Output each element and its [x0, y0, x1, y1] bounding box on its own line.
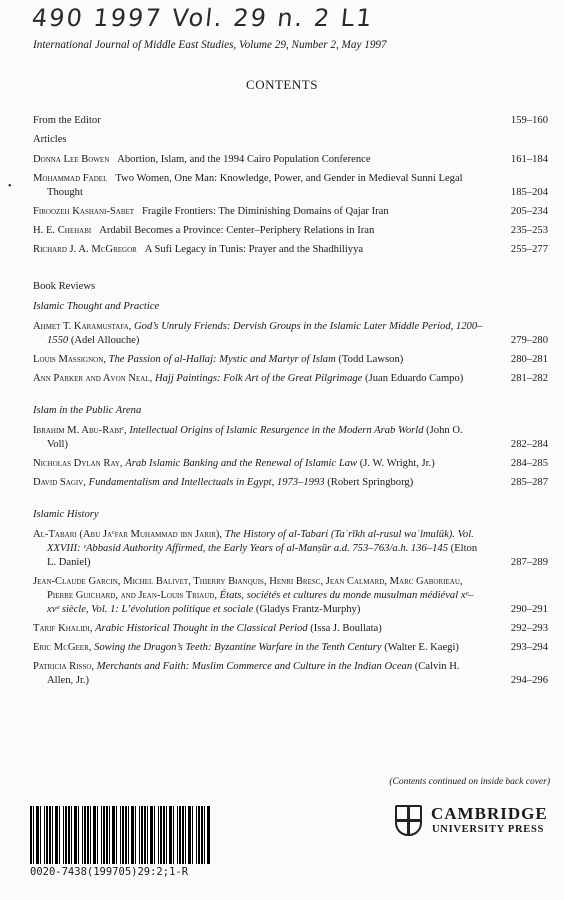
- handwritten-shelf-note: 490 1997 Vol. 29 n. 2 L1: [30, 4, 375, 32]
- book-reviews-list: [33, 300, 548, 688]
- toc-entry-review[interactable]: [33, 353, 548, 367]
- toc-entry-text: [33, 641, 496, 655]
- toc-entry-review[interactable]: [33, 457, 548, 471]
- review-book-title: God’s Unruly Friends: Dervish Groups in the Islamic Later Middle Period, 1200–1550: [47, 321, 483, 346]
- articles-list: [33, 153, 548, 257]
- barcode-block: [30, 806, 210, 878]
- toc-entry-label: From the Editor: [33, 115, 101, 126]
- article-author: Firoozeh Kashani-Sabet: [33, 206, 135, 217]
- toc-entry-pages: 279–280: [510, 335, 548, 346]
- toc-entry-pages: 285–287: [510, 477, 548, 488]
- toc-entry-text: [33, 353, 496, 367]
- toc-entry-text: [33, 528, 496, 570]
- page-title: CONTENTS: [246, 77, 318, 92]
- review-book-title: The History of al-Tabari (Taʾrīkh al-rusul waʾlmulūk). Vol. XXVIII: ᶜAbbasid Authority Affirmed, the Early Years of al-Manṣūr a.d. 753–763/a.h. 136–145: [47, 529, 474, 554]
- article-title: Ardabil Becomes a Province: Center–Periphery Relations in Iran: [99, 225, 375, 236]
- toc-entry-text: [33, 660, 496, 688]
- toc-entry-review[interactable]: [33, 622, 548, 636]
- toc-entry-review[interactable]: [33, 641, 548, 655]
- toc-entry-pages: 284–285: [510, 458, 548, 469]
- toc-entry-pages: 255–277: [510, 244, 548, 255]
- journal-citation-line: International Journal of Middle East Studies, Volume 29, Number 2, May 1997: [33, 39, 387, 51]
- toc-entry-pages: 293–294: [510, 642, 548, 653]
- toc-entry-from-editor[interactable]: [33, 114, 548, 128]
- toc-entry-pages: 280–281: [510, 354, 548, 365]
- toc-entry-review[interactable]: [33, 476, 548, 490]
- toc-entry-text: [33, 243, 496, 257]
- toc-entry-pages: 292–293: [510, 623, 548, 634]
- spacer: [33, 391, 548, 404]
- review-reviewer: (Todd Lawson): [338, 354, 404, 365]
- review-section-heading: Islamic History: [33, 509, 99, 520]
- toc-entry-review[interactable]: [33, 320, 548, 348]
- spacer: [33, 262, 548, 280]
- toc-entry-review[interactable]: [33, 575, 548, 617]
- toc-entry-article[interactable]: [33, 205, 548, 219]
- review-book-title: Arabic Historical Thought in the Classical Period: [95, 623, 308, 634]
- review-reviewer: (J. W. Wright, Jr.): [359, 458, 435, 469]
- review-book-author: Louis Massignon,: [33, 354, 106, 365]
- toc-entry-article[interactable]: [33, 224, 548, 238]
- review-book-title: Hajj Paintings: Folk Art of the Great Pilgrimage: [154, 373, 363, 384]
- review-book-author: Ahmet T. Karamustafa,: [33, 321, 132, 332]
- review-book-title: The Passion of al-Hallaj: Mystic and Martyr of Islam: [108, 354, 336, 365]
- toc-entry-pages: 185–204: [510, 187, 548, 198]
- review-book-author: Ibrahim M. Abu-Rabiᶜ,: [33, 425, 127, 436]
- toc-entry-pages: 205–234: [510, 206, 548, 217]
- toc-entry-article[interactable]: [33, 153, 548, 167]
- toc-entry-pages: 287–289: [510, 557, 548, 568]
- toc-entry-review[interactable]: [33, 424, 548, 452]
- publisher-name: CAMBRIDGE: [431, 804, 548, 823]
- article-author: Richard J. A. McGregor: [33, 244, 137, 255]
- review-book-author: Eric McGeer,: [33, 642, 92, 653]
- toc-entry-text: [33, 457, 496, 471]
- toc-entry-text: [33, 205, 496, 219]
- review-reviewer: (Robert Springborg): [327, 477, 414, 488]
- review-reviewer: (Calvin H. Allen, Jr.): [47, 661, 460, 686]
- toc-entry-text: [33, 372, 496, 386]
- review-reviewer: (Gladys Frantz-Murphy): [255, 604, 361, 615]
- toc-entry-review[interactable]: [33, 372, 548, 386]
- review-book-title: Sowing the Dragon’s Teeth: Byzantine Warfare in the Tenth Century: [94, 642, 382, 653]
- toc-entry-article[interactable]: [33, 243, 548, 257]
- article-title: Fragile Frontiers: The Diminishing Domains of Qajar Iran: [142, 206, 389, 217]
- review-book-title: Fundamentalism and Intellectuals in Egypt, 1973–1993: [88, 477, 325, 488]
- toc-entry-text: [33, 476, 496, 490]
- review-reviewer: (Walter E. Kaegi): [384, 642, 459, 653]
- toc-entry-text: [33, 224, 496, 238]
- toc-entry-pages: 235–253: [510, 225, 548, 236]
- publisher-press: UNIVERSITY PRESS: [432, 824, 545, 835]
- review-book-author: Tarif Khalidi,: [33, 623, 93, 634]
- review-book-author: Ann Parker and Avon Neal,: [33, 373, 153, 384]
- review-book-title: Merchants and Faith: Muslim Commerce and Culture in the Indian Ocean: [96, 661, 413, 672]
- toc-entry-text: [33, 320, 496, 348]
- toc-entry-pages: 290–291: [510, 604, 548, 615]
- review-book-author: Patricia Risso,: [33, 661, 95, 672]
- toc-entry-pages: 159–160: [510, 115, 548, 126]
- article-author: H. E. Chehabi: [33, 225, 92, 236]
- article-author: Mohammad Fadel: [33, 173, 108, 184]
- article-title: Two Women, One Man: Knowledge, Power, and Gender in Medieval Sunni Legal Thought: [47, 173, 463, 198]
- toc-entry-review[interactable]: [33, 528, 548, 570]
- review-book-author: David Sagiv,: [33, 477, 86, 488]
- review-book-author: Al-Tabari (Abu Jaᶜfar Muhammad ibn Jarir),: [33, 529, 223, 540]
- review-book-author: Jean-Claude Garcin, Michel Balivet, Thierry Bianquis, Henri Bresc, Jean Calmard, Marc Gaborieau, Pierre Guichard, and Jean-Louis Triaud,: [33, 576, 463, 601]
- toc-entry-review[interactable]: [33, 660, 548, 688]
- review-book-author: Nicholas Dylan Ray,: [33, 458, 123, 469]
- toc-entry-pages: 282–284: [510, 439, 548, 450]
- toc-entry-text: [33, 153, 496, 167]
- continued-note: (Contents continued on inside back cover): [389, 777, 550, 787]
- table-of-contents: [33, 114, 548, 693]
- review-book-title: Intellectual Origins of Islamic Resurgence in the Modern Arab World: [129, 425, 424, 436]
- review-section-heading: Islam in the Public Arena: [33, 405, 142, 416]
- crest-icon: [395, 805, 422, 836]
- barcode-image: [30, 806, 210, 864]
- toc-entry-text: [33, 172, 496, 200]
- barcode-number: 0020-7438(199705)29:2;1-R: [30, 866, 189, 878]
- review-reviewer: (John O. Voll): [47, 425, 463, 450]
- article-title: Abortion, Islam, and the 1994 Cairo Population Conference: [117, 154, 371, 165]
- review-reviewer: (Elton L. Daniel): [47, 543, 478, 568]
- toc-entry-pages: 281–282: [510, 373, 548, 384]
- toc-entry-pages: 161–184: [510, 154, 548, 165]
- stray-mark: •: [8, 181, 12, 192]
- review-reviewer: (Issa J. Boullata): [310, 623, 382, 634]
- review-book-title: États, sociétés et cultures du monde musulman médiéval xᵉ–xvᵉ siècle, Vol. 1: L’évolution politique et sociale: [47, 590, 474, 615]
- review-reviewer: (Adel Allouche): [70, 335, 140, 346]
- spacer: [33, 495, 548, 508]
- review-reviewer: (Juan Eduardo Campo): [365, 373, 464, 384]
- article-author: Donna Lee Bowen: [33, 154, 110, 165]
- toc-entry-text: [33, 622, 496, 636]
- article-title: A Sufi Legacy in Tunis: Prayer and the Shadhiliyya: [144, 244, 364, 255]
- review-section-heading: Islamic Thought and Practice: [33, 301, 160, 312]
- section-heading-book-reviews: Book Reviews: [33, 281, 96, 292]
- toc-entry-text: [33, 424, 496, 452]
- section-heading-articles: Articles: [33, 134, 67, 145]
- toc-entry-article[interactable]: [33, 172, 548, 200]
- review-book-title: Arab Islamic Banking and the Renewal of Islamic Law: [125, 458, 358, 469]
- toc-entry-text: [33, 575, 496, 617]
- toc-entry-pages: 294–296: [510, 675, 548, 686]
